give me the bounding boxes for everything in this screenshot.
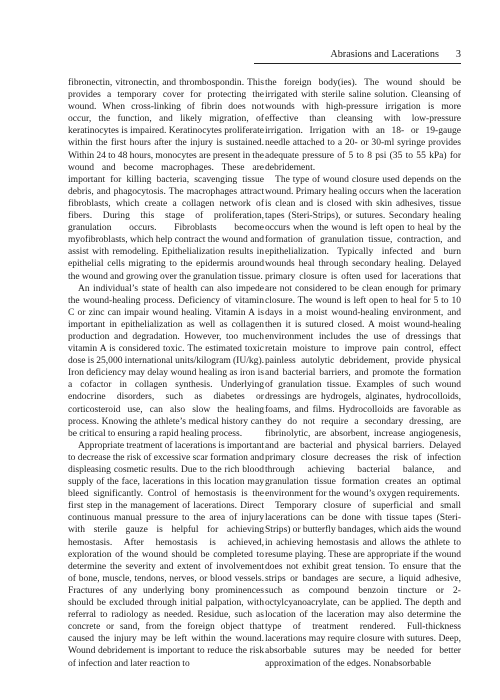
right-column <box>265 77 461 670</box>
paragraph: the foreign body(ies). The wound should be irrigated with sterile saline solution. Cleansing of wounds with high-pressure irrigation is more effective than cleansing with low-pressure irrigation. Irrigation with an 18- or 19-gauge needle attached to a 20- or 30-ml syringe provides adequate pressure of 5 to 8 psi (35 to 55 kPa) for debridement. <box>265 77 461 173</box>
paragraph: fibronectin, vitronectin, and thrombospondin. This provides a temporary cover for protecting the wound. When cross-linking of fibrin does not occur, the function, and likely migration, of keratinocytes is impaired. Keratinocytes proliferate within the first hours after the injury is sustained. Within 24 to 48 hours, monocytes are present in the wound and become macrophages. These are important for killing bacteria, scavenging tissue debris, and phagocytosis. The macrophages attract fibroblasts, which create a collagen network of fibers. During this stage of proliferation, granulation occurs. Fibroblasts become myofibroblasts, which help contract the wound and assist with remodeling. Epithelialization results in epithelial cells migrating to the epidermis around the wound and growing over the granulation tissue. <box>68 77 264 282</box>
left-column <box>68 77 264 670</box>
paragraph: The type of wound closure used depends on the wound. Primary healing occurs when the laceration is clean and is closed with skin adhesives, tissue tapes (Steri-Strips), or sutures. Secondary healing occurs when the wound is left open to heal by the formation of granulation tissue, contraction, and epithelialization. Typically infected and burn wounds heal through secondary healing. Delayed primary closure is often used for lacerations that are not considered to be clean enough for primary closure. The wound is left open to heal for 5 to 10 days in a moist wound-healing environment, and then it is sutured closed. A moist wound-healing environment includes the use of dressings that retain moisture to improve pain control, effect painless autolytic debridement, provide physical and bacterial barriers, and promote the formation of granulation tissue. Examples of such wound dressings are hydrogels, alginates, hydrocolloids, foams, and films. Hydrocolloids are favorable as they do not require a secondary dressing, are fibrinolytic, are absorbent, increase angiogenesis, and are bacterial and physical barriers. Delayed primary closure decreases the risk of infection through achieving bacterial balance, and granulation tissue formation creates an optimal environment for the wound’s oxygen requirements. <box>265 173 461 500</box>
paragraph: Temporary closure of superficial and small lacerations can be done with tissue tapes (Steri-Strips) or butterfly bandages, which aids the wound in achieving hemostasis and allows the athlete to resume playing. These are appropriate if the wound does not exhibit great tension. To ensure that the strips or bandages are secure, a liquid adhesive, such as compound benzoin tincture or 2-octylcyanoacrylate, can be applied. The depth and location of the laceration may also determine the type of treatment rendered. Full-thickness lacerations may require closure with sutures. Deep, absorbable sutures may be needed for better approximation of the edges. Nonabsorbable <box>265 500 461 669</box>
paragraph: Appropriate treatment of lacerations is important to decrease the risk of excessive scar formation and displeasing cosmetic results. Due to the rich blood supply of the face, lacerations in this location may bleed significantly. Control of hemostasis is the first step in the management of lacerations. Direct continuous manual pressure to the area of injury with sterile gauze is helpful for achieving hemostasis. After hemostasis is achieved, exploration of the wound should be completed to determine the severity and extent of involvement of bone, muscle, tendons, nerves, or blood vessels. Fractures of any underlying bony prominences should be excluded through initial palpation, with referral to radiology as needed. Residue, such as concrete or sand, from the foreign object that caused the injury may be left within the wound. Wound debridement is important to reduce the risk of infection and later reaction to <box>68 439 264 669</box>
running-head-title: Abrasions and Lacerations <box>330 49 439 60</box>
page-number: 3 <box>455 49 461 60</box>
paragraph: An individual’s state of health can also impede the wound-healing process. Deficiency of vitamin C or zinc can impair wound healing. Vitamin A is important in epithelialization as well as collagen production and degradation. However, too much vitamin A is considered toxic. The estimated toxic dose is 25,000 international units/kilogram (IU/kg). Iron deficiency may delay wound healing as iron is a cofactor in collagen synthesis. Underlying endocrine disorders, such as diabetes or corticosteroid use, can also slow the healing process. Knowing the athlete’s medical history can be critical to ensuring a rapid healing process. <box>68 282 265 439</box>
running-head <box>254 49 461 64</box>
